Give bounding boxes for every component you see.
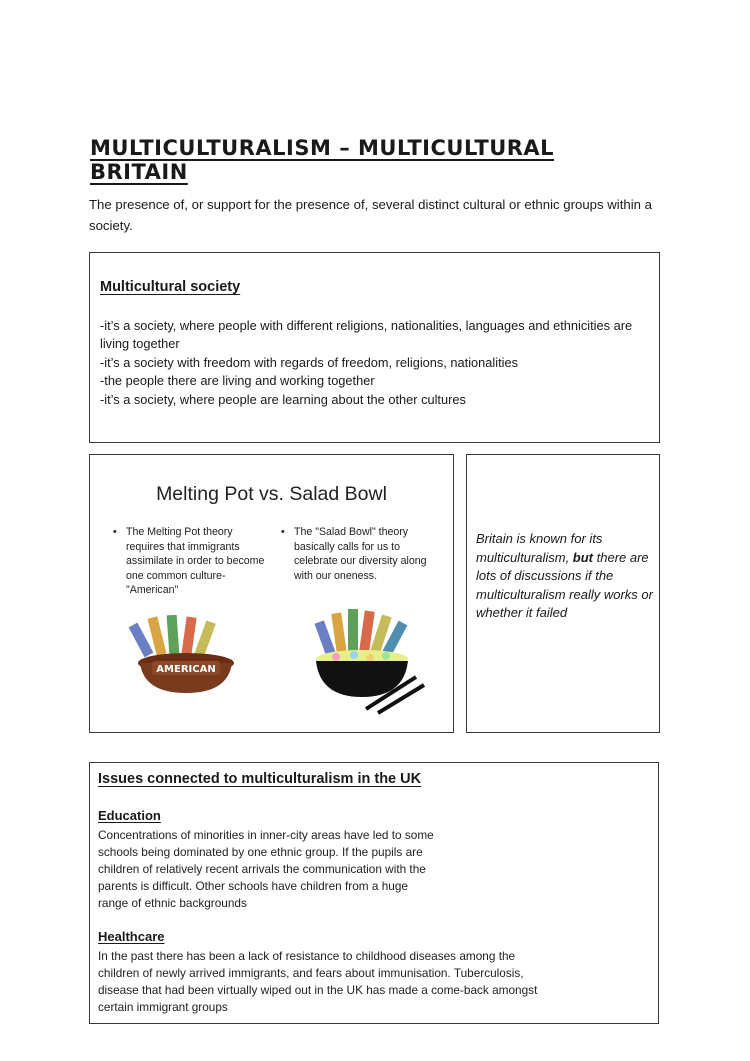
flag-strip xyxy=(167,615,180,655)
melting-pot-title: Melting Pot vs. Salad Bowl xyxy=(156,483,387,505)
text-line: children of relatively recent arrivals the communication with the xyxy=(98,862,426,877)
note-text: there are lots of discussions if the multiculturalism really works or whether it failed xyxy=(476,549,653,621)
melting-pot-text xyxy=(113,525,266,598)
salad-piece xyxy=(366,654,374,662)
education-heading: Education xyxy=(98,808,161,823)
note-bold: but xyxy=(572,549,594,565)
flag-strip xyxy=(194,620,216,657)
melting-pot-description: The Melting Pot theory requires that immigrants assimilate in order to become one common culture-"American" xyxy=(126,526,265,596)
healthcare-heading: Healthcare xyxy=(98,929,165,944)
flag-strip xyxy=(348,609,358,651)
education-paragraph xyxy=(98,827,518,912)
society-line: -it’s a society, where people with different religions, nationalities, languages and ethnicities are living together xyxy=(100,318,633,352)
society-line: -the people there are living and working together xyxy=(100,373,375,389)
bullet: • xyxy=(113,526,117,538)
britain-note-box xyxy=(466,454,660,733)
salad-piece xyxy=(350,651,358,659)
issues-heading: Issues connected to multiculturalism in the UK xyxy=(98,771,422,787)
text-line: children of newly arrived immigrants, and fears about immunisation. Tuberculosis, xyxy=(98,966,524,981)
note-text: Britain is known for its multiculturalism, xyxy=(476,531,603,565)
society-heading: Multicultural society xyxy=(100,279,241,295)
flag-strips xyxy=(314,609,407,656)
text-line: certain immigrant groups xyxy=(98,1000,228,1015)
society-lines xyxy=(100,317,640,409)
flag-strip xyxy=(181,616,196,655)
flag-strip xyxy=(314,620,335,655)
salad-piece xyxy=(332,653,340,661)
text-line: In the past there has been a lack of resistance to childhood diseases among the xyxy=(98,949,516,963)
text-line: schools being dominated by one ethnic group. If the pupils are xyxy=(98,845,423,860)
multicultural-society-box xyxy=(89,252,660,443)
melting-pot-figure xyxy=(89,454,454,733)
salad-bowl-description: The "Salad Bowl" theory basically calls for us to celebrate our diversity along with our oneness. xyxy=(294,526,427,582)
text-line: disease that had been virtually wiped out in the UK has made a come-back amongst xyxy=(98,983,538,998)
pot-label: AMERICAN xyxy=(156,664,216,675)
flag-strip xyxy=(129,623,154,658)
intro-paragraph: The presence of, or support for the presence of, several distinct cultural or ethnic groups within a society. xyxy=(89,197,652,233)
issues-box xyxy=(89,762,659,1024)
salad-piece xyxy=(382,652,390,660)
society-line: -it’s a society with freedom with regards of freedom, religions, nationalities xyxy=(100,354,518,370)
flag-strips xyxy=(129,615,216,658)
society-line: -it’s a society, where people are learning about the other cultures xyxy=(100,391,466,407)
bullet: • xyxy=(281,526,285,538)
text-line: parents is difficult. Other schools have children from a huge xyxy=(98,879,408,894)
salad-bowl-graphic xyxy=(306,605,428,717)
salad-bowl-text xyxy=(281,525,434,583)
text-line: Concentrations of minorities in inner-city areas have led to some xyxy=(98,828,434,842)
britain-note xyxy=(476,530,654,623)
page-title: MULTICULTURALISM – MULTICULTURAL BRITAIN xyxy=(90,136,555,184)
melting-pot-graphic xyxy=(128,615,238,697)
healthcare-paragraph xyxy=(98,948,653,1016)
text-line: range of ethnic backgrounds xyxy=(98,896,247,911)
